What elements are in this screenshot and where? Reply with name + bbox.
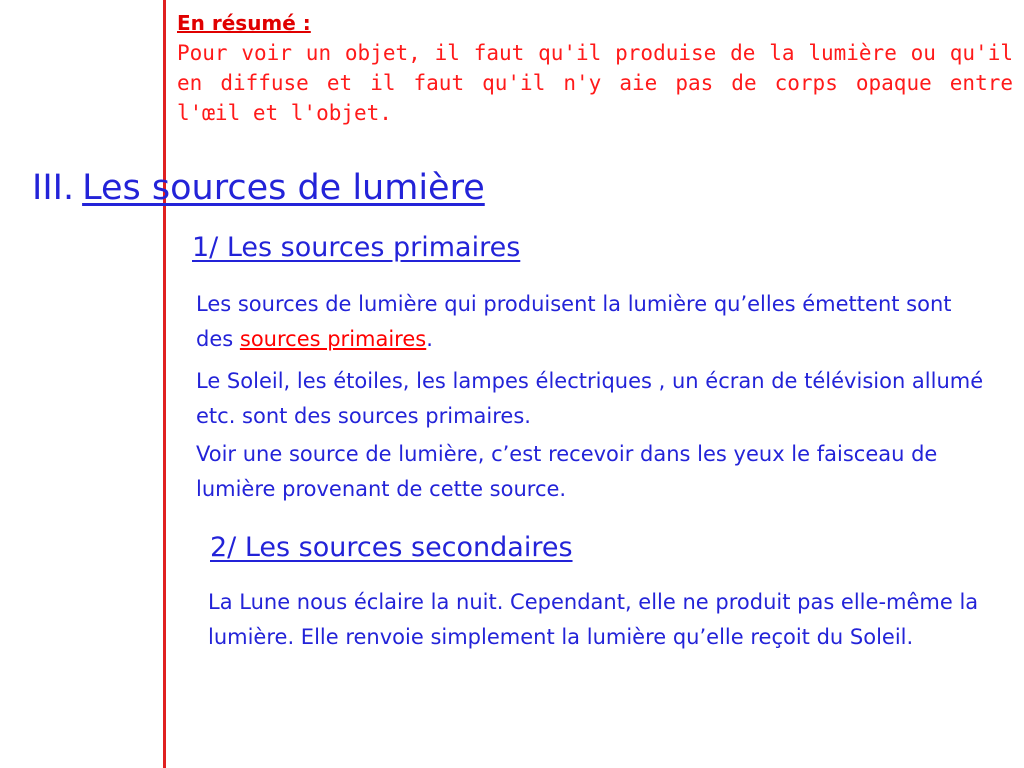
section-number: III. — [32, 168, 75, 208]
primary-definition-text: Les sources de lumière qui produisent la lumière qu’elles émettent sont des — [196, 292, 952, 351]
primary-seeing-paragraph: Voir une source de lumière, c’est recevoir dans les yeux le faisceau de lumière provenant de cette source. — [196, 442, 938, 501]
secondary-moon-paragraph: La Lune nous éclaire la nuit. Cependant, elle ne produit pas elle-même la lumière. Elle renvoie simplement la lumière qu’elle reçoit du Soleil. — [208, 590, 979, 649]
secondary-sources-heading: 2/ Les sources secondaires — [210, 532, 573, 563]
summary-text: Pour voir un objet, il faut qu'il produise de la lumière ou qu'il en diffuse et il faut qu'il n'y aie pas de corps opaque entre l'œil et l'objet. — [177, 41, 1013, 125]
section-heading — [32, 168, 485, 208]
primary-sources-heading: 1/ Les sources primaires — [192, 232, 521, 263]
primary-definition-paragraph — [196, 287, 986, 357]
primary-sources-term: sources primaires — [239, 327, 427, 351]
primary-definition-end: . — [426, 327, 433, 351]
summary-block — [177, 8, 1013, 128]
section-title: Les sources de lumière — [82, 168, 485, 208]
notebook-margin-line — [163, 0, 166, 768]
primary-examples-paragraph: Le Soleil, les étoiles, les lampes électriques , un écran de télévision allumé etc. sont des sources primaires. — [196, 369, 984, 428]
summary-title: En résumé : — [177, 11, 311, 35]
